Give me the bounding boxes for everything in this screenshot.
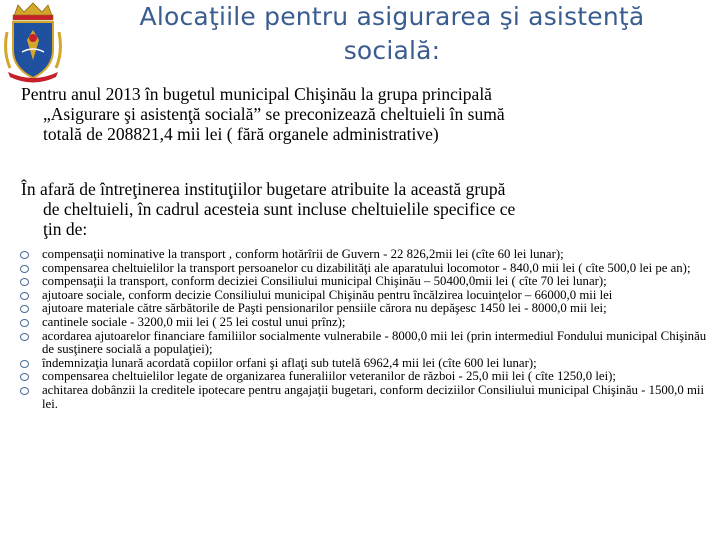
intro-line-1: Pentru anul 2013 în bugetul municipal Chişinău la grupa principală	[21, 84, 492, 104]
bullet-circle-icon	[20, 265, 29, 273]
list-item	[18, 248, 716, 262]
expense-list	[18, 248, 716, 411]
list-item	[18, 289, 716, 303]
list-item	[18, 384, 716, 411]
slide-title-line-1: Alocaţiile pentru asigurarea şi asistenţă	[139, 2, 645, 31]
list-item-text: compensaţii la transport, conform deciziei Consiliului municipal Chişinău – 50400,0mii lei ( cîte 70 lei lunar);	[42, 274, 607, 289]
intro-paragraph	[21, 84, 716, 144]
bullet-circle-icon	[20, 333, 29, 341]
list-item	[18, 302, 716, 316]
slide-title-line-2: socială:	[343, 36, 441, 65]
bullet-circle-icon	[20, 278, 29, 286]
bullet-circle-icon	[20, 292, 29, 300]
list-item-text: compensarea cheltuielilor la transport persoanelor cu dizabilităţi ale aparatului locomotor - 840,0 mii lei ( cîte 500,0 lei pe an);	[42, 260, 691, 275]
list-item	[18, 357, 716, 371]
bullet-circle-icon	[20, 305, 29, 313]
list-item	[18, 275, 716, 289]
lead-line-1: În afară de întreţinerea instituţiilor bugetare atribuite la această grupă	[21, 179, 506, 199]
bullet-circle-icon	[20, 387, 29, 395]
list-item	[18, 330, 716, 357]
lead-paragraph	[21, 179, 716, 239]
bullet-circle-icon	[20, 373, 29, 381]
intro-line-2: „Asigurare şi asistenţă socială” se preconizează cheltuieli în sumă	[43, 104, 505, 124]
bullet-circle-icon	[20, 319, 29, 327]
slide-title	[66, 0, 718, 68]
list-item-text: compensarea cheltuielilor legate de organizarea funeraliilor veteranilor de război - 25,0 mii lei ( cîte 1250,0 lei);	[42, 369, 616, 384]
list-item-text: ajutoare materiale către sărbătorile de Paşti pensionarilor pensiile cărora nu depăşesc 1450 lei - 8000,0 mii lei;	[42, 301, 607, 316]
lead-line-2: de cheltuieli, în cadrul acesteia sunt incluse cheltuielile specifice ce	[43, 199, 516, 219]
bullet-circle-icon	[20, 251, 29, 259]
list-item-text: achitarea dobânzii la creditele ipotecare pentru angajaţii bugetari, conform deciziilor Consiliului municipal Chişinău - 1500,0 mii lei.	[42, 382, 705, 411]
list-item-text: cantinele sociale - 3200,0 mii lei ( 25 lei costul unui prînz);	[42, 314, 346, 329]
list-item-text: acordarea ajutoarelor financiare familiilor socialmente vulnerabile - 8000,0 mii lei (prin intermediul Fondului municipal Chişinău de susţinere socială a populaţiei);	[42, 328, 707, 357]
bullet-circle-icon	[20, 360, 29, 368]
lead-line-3: ţin de:	[43, 219, 88, 239]
list-item-text: compensaţii nominative la transport , conform hotărîrii de Guvern - 22 826,2mii lei (cîte 60 lei lunar);	[42, 247, 564, 261]
intro-line-3: totală de 208821,4 mii lei ( fără organele administrative)	[43, 124, 439, 144]
list-item	[18, 316, 716, 330]
list-item	[18, 262, 716, 276]
list-item-text: îndemnizaţia lunară acordată copiilor orfani şi aflaţi sub tutelă 6962,4 mii lei (cîte 600 lei lunar);	[42, 355, 537, 370]
municipal-coat-of-arms-icon	[2, 2, 64, 84]
list-item-text: ajutoare sociale, conform decizie Consiliului municipal Chişinău pentru încălzirea locuinţelor – 66000,0 mii lei	[42, 287, 613, 302]
list-item	[18, 370, 716, 384]
